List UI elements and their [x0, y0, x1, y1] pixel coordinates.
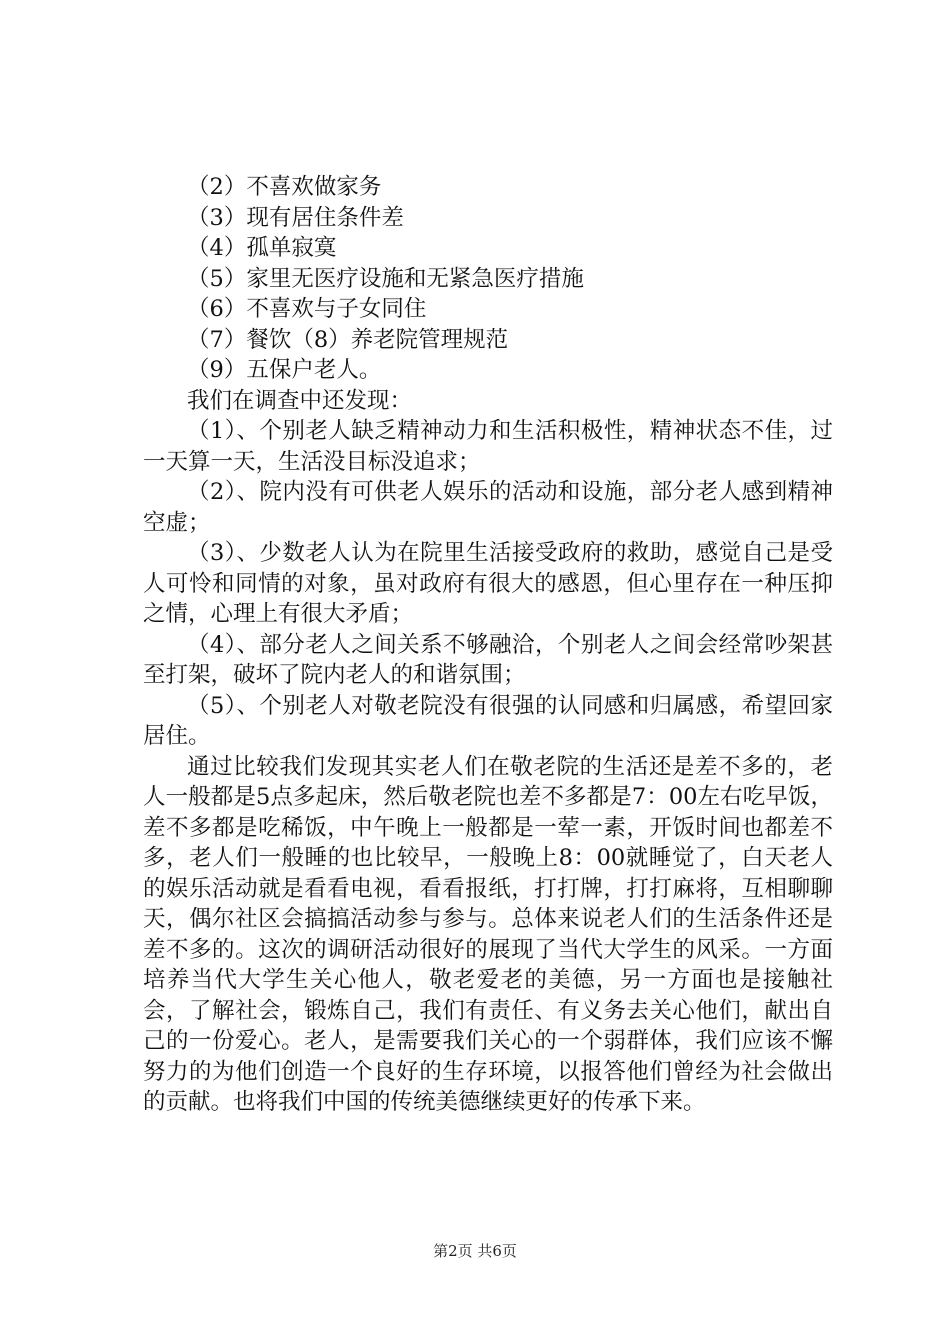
list-item: （2）不喜欢做家务	[187, 174, 382, 200]
finding-paragraph: （4）、部分老人之间关系不够融洽，个别老人之间会经常吵架甚至打架，破坏了院内老人的和谐氛围；	[143, 631, 833, 688]
finding-paragraph: （2）、院内没有可供老人娱乐的活动和设施，部分老人感到精神空虚；	[143, 479, 833, 536]
list-item: （9）五保户老人。	[187, 357, 382, 383]
finding-paragraph: （3）、少数老人认为在院里生活接受政府的救助，感觉自己是受人可怜和同情的对象，虽对政府有很大的感恩，但心里存在一种压抑之情，心理上有很大矛盾；	[143, 540, 833, 627]
list-item: （6）不喜欢与子女同住	[187, 296, 427, 322]
list-item: （3）现有居住条件差	[187, 204, 404, 231]
findings-intro: 我们在调查中还发现：	[187, 387, 413, 414]
conclusion-paragraph: 通过比较我们发现其实老人们在敬老院的生活还是差不多的，老人一般都是5点多起床，然后敬老院也差不多都是7：00左右吃早饭，差不多都是吃稀饭，中午晚上一般都是一荤一素，开饭时间也都差不多，老人们一般睡的也比较早，一般晚上8：00就睡觉了，白天老人的娱乐活动就是看看电视，看看报纸，打打牌，打打麻将，互相聊聊天，偶尔社区会搞搞活动参与参与。总体来说老人们的生活条件还是差不多的。这次的调研活动很好的展现了当代大学生的风采。一方面培养当代大学生关心他人，敬老爱老的美德，另一方面也是接触社会，了解社会，锻炼自己，我们有责任、有义务去关心他们，献出自己的一份爱心。老人，是需要我们关心的一个弱群体，我们应该不懈努力的为他们创造一个良好的生存环境，以报答他们曾经为社会做出的贡献。也将我们中国的传统美德继续更好的传承下来。	[143, 753, 833, 1115]
document-body	[143, 172, 833, 1118]
list-item: （7）餐饮（8）养老院管理规范	[187, 326, 509, 353]
list-item: （4）孤单寂寞	[187, 235, 337, 261]
list-item: （5）家里无医疗设施和无紧急医疗措施	[187, 265, 584, 292]
page-number-footer: 第2页 共6页	[433, 1242, 517, 1260]
finding-paragraph: （5）、个别老人对敬老院没有很强的认同感和归属感，希望回家居住。	[143, 692, 833, 749]
finding-paragraph: （1）、个别老人缺乏精神动力和生活积极性，精神状态不佳，过一天算一天，生活没目标没追求；	[143, 418, 833, 475]
